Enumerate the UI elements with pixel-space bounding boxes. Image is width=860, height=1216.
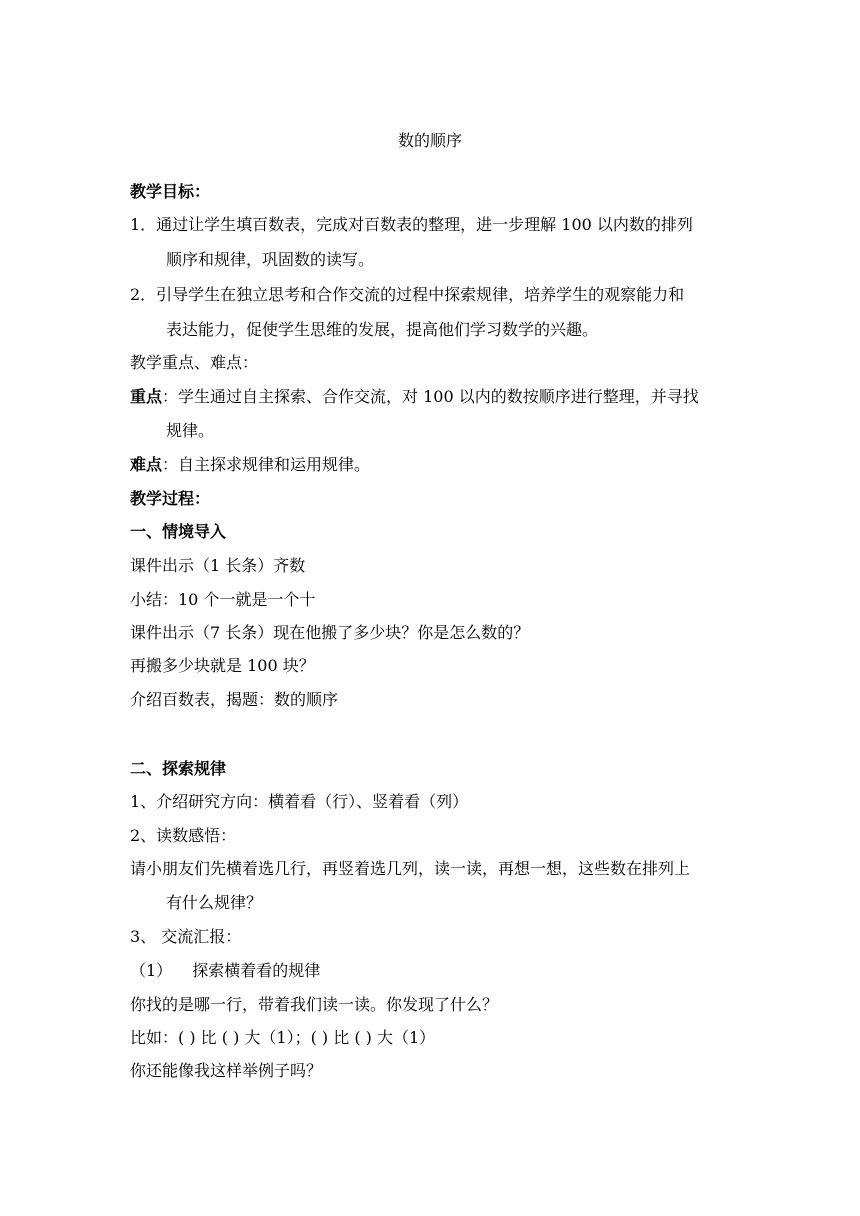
section-1-line-5: 介绍百数表，揭题：数的顺序 <box>130 690 339 709</box>
page-title: 数的顺序 <box>397 131 462 150</box>
section-1-heading: 一、情境导入 <box>130 522 227 541</box>
section-2-line-3b: 有什么规律？ <box>166 893 263 912</box>
section-2-line-6: 比如：( ) 比 ( ) 大（1）；( ) 比 ( ) 大（1） <box>130 1028 436 1047</box>
focus-label: 重点 <box>130 387 163 406</box>
goals-heading: 教学目标： <box>130 182 211 201</box>
section-2-heading: 二、探索规律 <box>130 759 227 778</box>
process-heading: 教学过程： <box>130 489 211 508</box>
difficulty-line <box>130 454 740 476</box>
section-2-line-5: 你找的是哪一行，带着我们读一读。你发现了什么？ <box>130 995 499 1014</box>
goal-item-1-line-1: 1．通过让学生填百数表，完成对百数表的整理，进一步理解 100 以内数的排列 <box>130 215 693 234</box>
goal-item-2-line-2: 表达能力，促使学生思维的发展，提高他们学习数学的兴趣。 <box>166 320 599 339</box>
section-2-line-1: 1、介绍研究方向：横着看（行）、竖着看（列） <box>130 792 469 811</box>
section-1-line-2: 小结：10 个一就是一个十 <box>130 590 316 609</box>
section-1-line-1: 课件出示（1 长条）齐数 <box>130 556 306 575</box>
difficulty-label: 难点 <box>130 455 163 474</box>
section-1-line-3: 课件出示（7 长条）现在他搬了多少块？你是怎么数的？ <box>130 623 530 642</box>
section-2-line-4: 3、 交流汇报： <box>130 927 242 946</box>
section-2-line-3a: 请小朋友们先横着选几行，再竖着选几列，读一读，再想一想，这些数在排列上 <box>130 859 691 878</box>
section-1-line-4: 再搬多少块就是 100 块？ <box>130 656 315 675</box>
sub-item-1-text: 探索横着看的规律 <box>192 961 321 980</box>
sub-item-1-number: （1） <box>130 961 173 980</box>
key-points-heading: 教学重点、难点： <box>130 353 259 372</box>
sub-item-1 <box>130 960 740 982</box>
goal-item-2-line-1: 2．引导学生在独立思考和合作交流的过程中探索规律，培养学生的观察能力和 <box>130 285 685 304</box>
difficulty-text: ：自主探求规律和运用规律。 <box>162 455 371 474</box>
goal-item-1-line-2: 顺序和规律，巩固数的读写。 <box>166 250 375 269</box>
focus-text: ：学生通过自主探索、合作交流，对 100 以内的数按顺序进行整理，并寻找 <box>162 387 699 406</box>
focus-line-1 <box>130 386 740 408</box>
section-2-line-7: 你还能像我这样举例子吗？ <box>130 1061 323 1080</box>
section-2-line-2: 2、读数感悟： <box>130 826 237 845</box>
focus-line-2: 规律。 <box>166 421 215 440</box>
